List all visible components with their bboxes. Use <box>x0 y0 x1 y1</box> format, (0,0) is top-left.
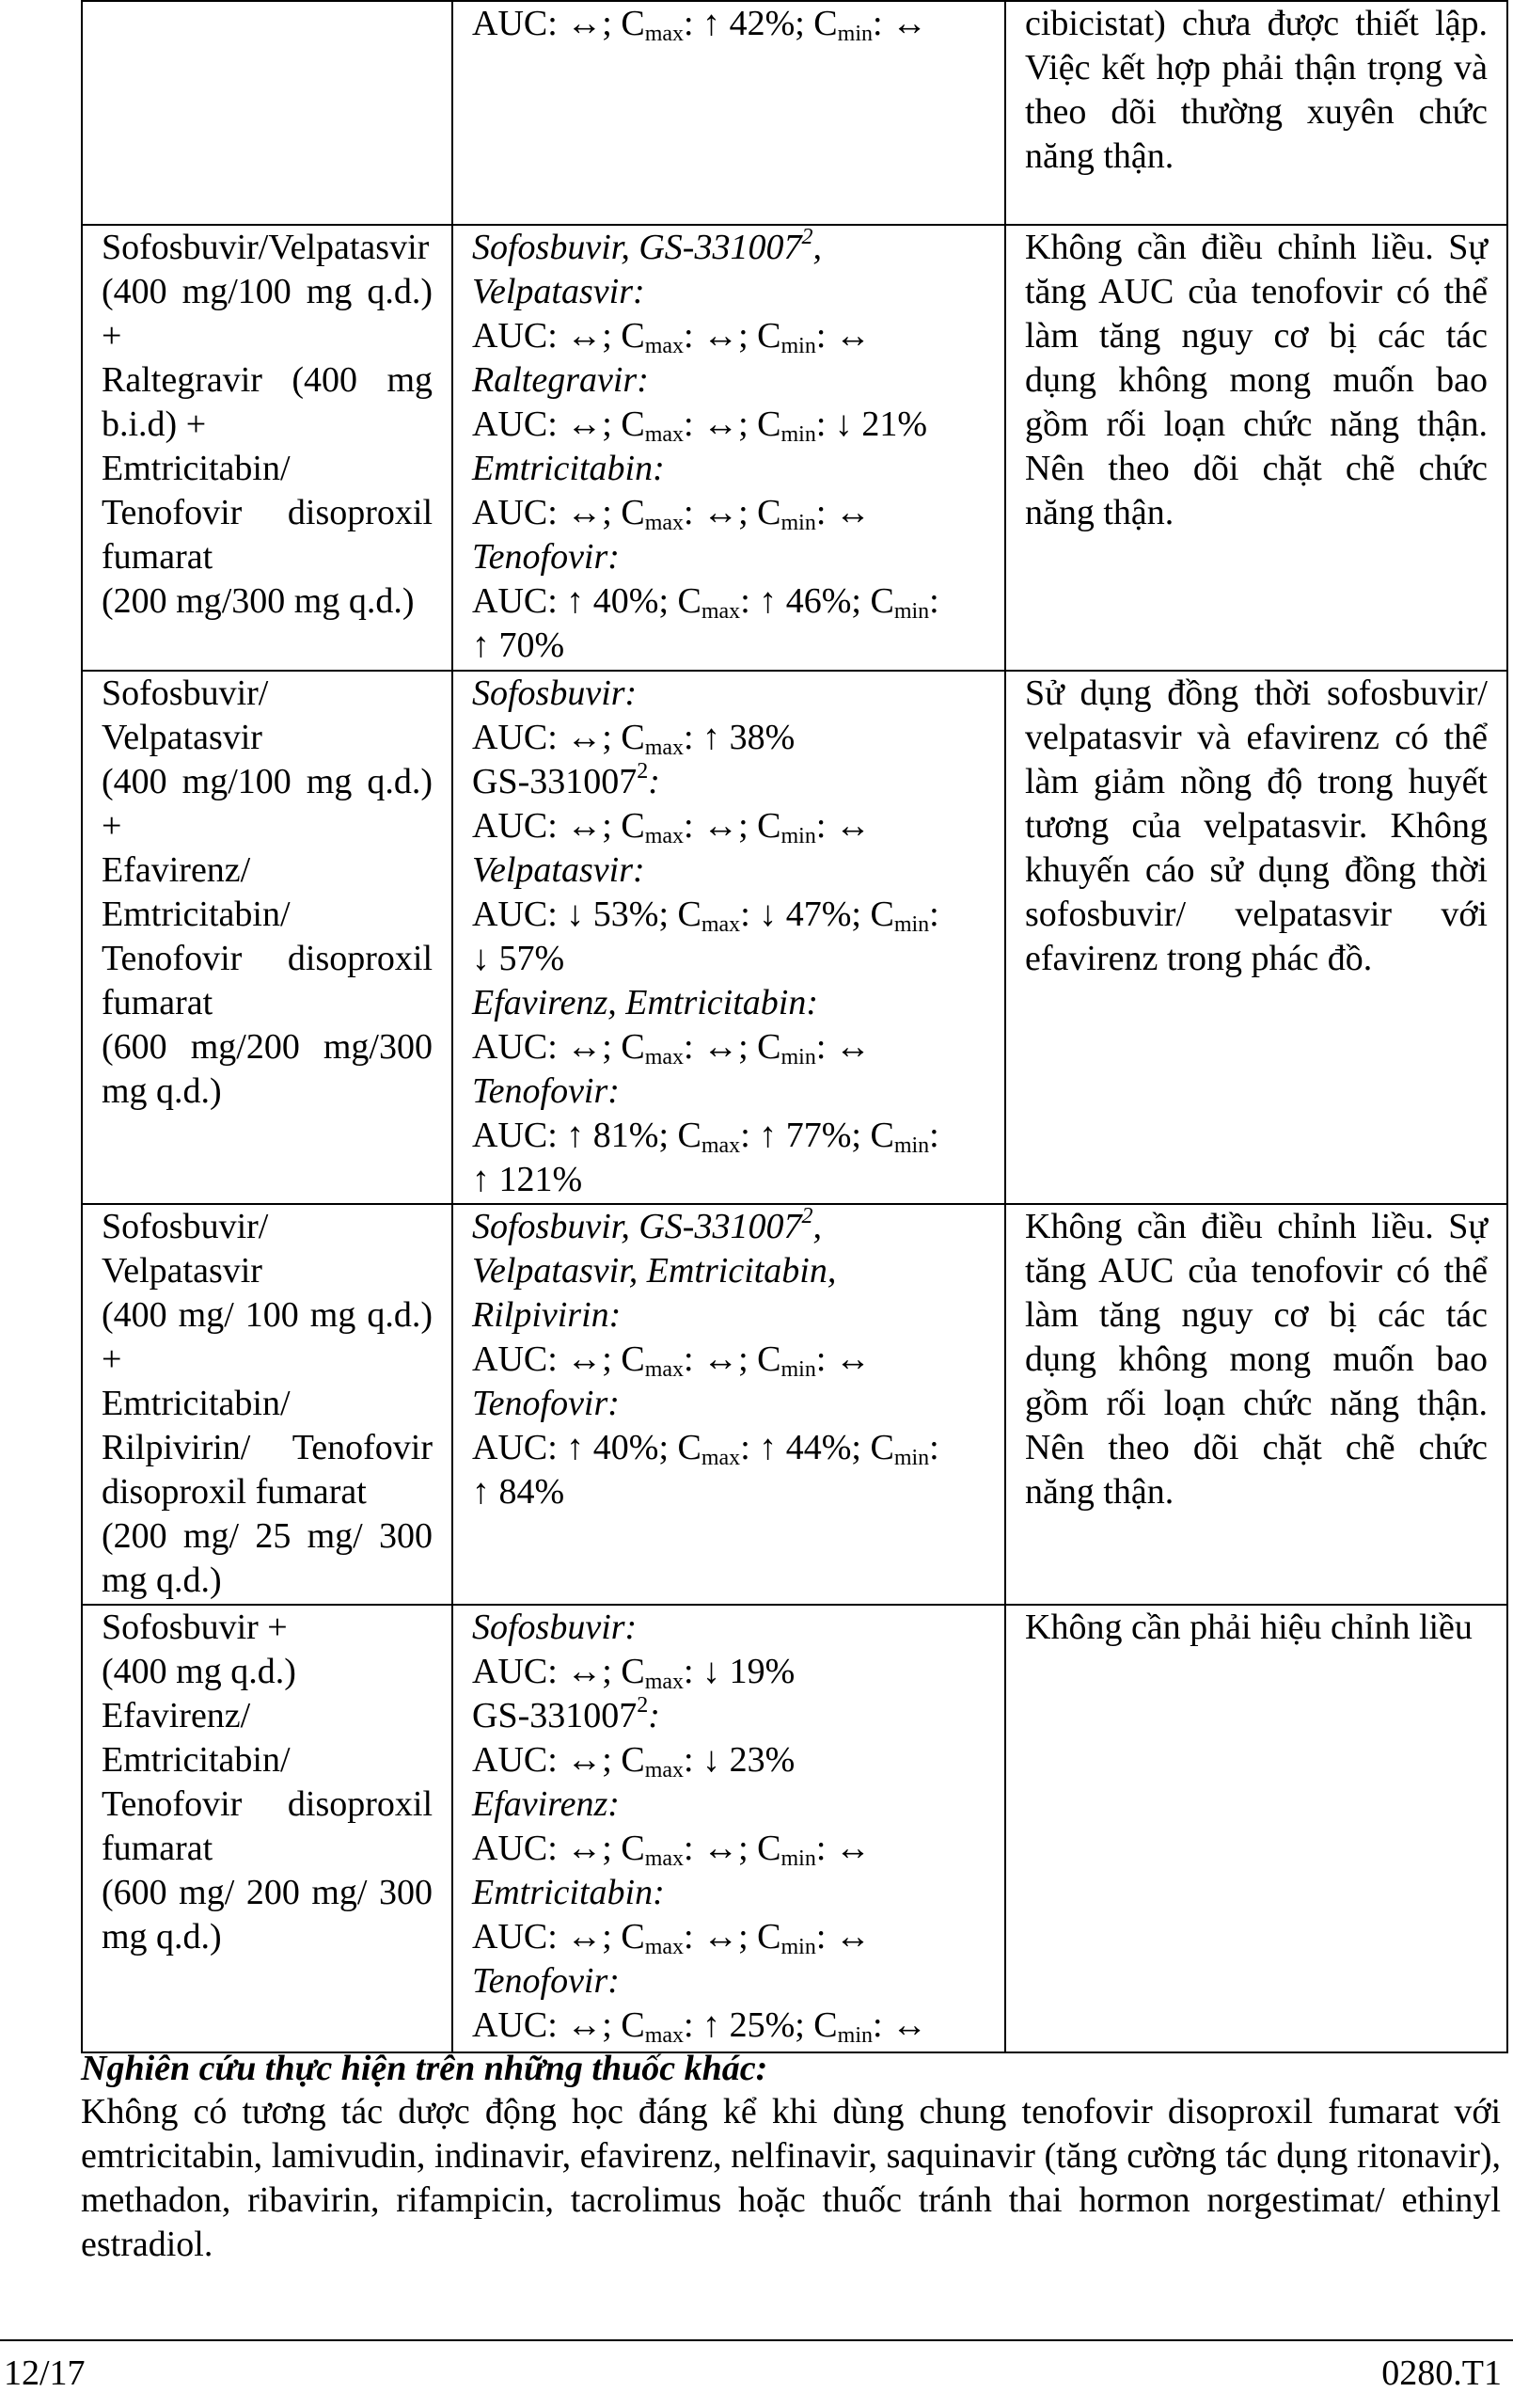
effect-text: Tenofovir: <box>472 1961 620 2001</box>
effect-text: AUC: ↔; C <box>472 2005 645 2045</box>
effect-text: : ↔ <box>815 493 871 532</box>
effect-line <box>472 1694 985 1738</box>
drug-line: (400 mg q.d.) <box>102 1652 296 1691</box>
effect-text: : ↔ <box>815 1027 871 1067</box>
effect-text: AUC: ↔; C <box>472 1740 645 1780</box>
effect-text: AUC: ↓ 53%; C <box>472 895 701 934</box>
effect-line <box>472 1470 985 1514</box>
effect-text: Velpatasvir: <box>472 272 645 311</box>
effect-text: Sofosbuvir, GS-331007 <box>472 1207 802 1246</box>
effect-text: : ↑ 46%; C <box>740 581 894 621</box>
effect-text: : ↔ <box>815 1829 871 1868</box>
other-studies-heading: Nghiên cứu thực hiện trên những thuốc khác: <box>81 2049 768 2088</box>
recommendation-cell: Không cần điều chỉnh liều. Sự tăng AUC của tenofovir có thể làm tăng nguy cơ bị các tác dụng không mong muốn bao gồm rối loạn chức năng thận. Nên theo dõi chặt chẽ chức năng thận. <box>1005 225 1507 671</box>
effect-line <box>472 1871 985 1915</box>
subscript: max <box>644 736 685 760</box>
subscript: min <box>780 1935 816 1959</box>
drug-line: (400 mg/ 100 mg q.d.) + <box>102 1295 433 1379</box>
effect-line <box>472 1025 985 1069</box>
effect-text: Velpatasvir: <box>472 850 645 890</box>
effect-line <box>472 1827 985 1871</box>
effect-text: AUC: ↔; C <box>472 316 645 356</box>
effect-text: : ↔; C <box>684 1027 781 1067</box>
subscript: max <box>701 1446 741 1470</box>
drug-line: (600 mg/ 200 mg/ 300 mg q.d.) <box>102 1873 433 1956</box>
effect-text: : ↓ 21% <box>815 404 928 444</box>
drug-line: Efavirenz/ Emtricitabin/ Tenofovir disoproxil fumarat <box>102 1696 433 1868</box>
effect-text: : ↑ 42%; C <box>684 4 838 43</box>
effect-text: : ↔ <box>815 316 871 356</box>
effect-text: AUC: ↔; C <box>472 1027 645 1067</box>
effect-line <box>472 1069 985 1114</box>
effect-line <box>472 848 985 893</box>
effect-cell <box>452 1 1005 225</box>
drug-line: (200 mg/ 25 mg/ 300 mg q.d.) <box>102 1516 433 1600</box>
subscript: max <box>701 1133 741 1158</box>
effect-text: Rilpivirin: <box>472 1295 622 1335</box>
effect-text: GS-331007 <box>472 1696 638 1735</box>
subscript: min <box>780 511 816 535</box>
effect-text: : ↔ <box>873 2005 928 2045</box>
effect-text: Emtricitabin: <box>472 449 665 488</box>
effect-text: Efavirenz: <box>472 1784 620 1824</box>
effect-line <box>472 1650 985 1694</box>
subscript: max <box>644 1846 685 1871</box>
effect-text: : ↓ 23% <box>684 1740 796 1780</box>
effect-line <box>472 226 985 270</box>
subscript: min <box>780 1045 816 1069</box>
effect-text: ↓ 57% <box>472 939 565 978</box>
subscript: max <box>644 1758 685 1782</box>
effect-line <box>472 314 985 358</box>
subscript: min <box>893 599 930 624</box>
subscript: max <box>644 1045 685 1069</box>
subscript: min <box>893 912 930 937</box>
subscript: max <box>644 1935 685 1959</box>
drug-line: (600 mg/200 mg/300 mg q.d.) <box>102 1027 433 1111</box>
effect-text: Efavirenz, Emtricitabin: <box>472 983 818 1022</box>
subscript: max <box>644 1670 685 1694</box>
effect-text: : ↔; C <box>684 1917 781 1956</box>
effect-cell <box>452 1204 1005 1605</box>
effect-text: : ↔ <box>815 806 871 846</box>
effect-text: , <box>812 1207 822 1246</box>
effect-text: Tenofovir: <box>472 1384 620 1423</box>
effect-text: AUC: ↔; C <box>472 1829 645 1868</box>
subscript: max <box>644 22 685 46</box>
effect-text: : ↑ 38% <box>684 718 796 757</box>
drug-line: (400 mg/100 mg q.d.) + <box>102 272 433 356</box>
effect-cell <box>452 671 1005 1204</box>
effect-text: , <box>812 228 822 267</box>
effect-line <box>472 1249 985 1293</box>
effect-line <box>472 624 985 668</box>
effect-text: AUC: ↔; C <box>472 404 645 444</box>
effect-line <box>472 358 985 403</box>
effect-text: : ↔; C <box>684 404 781 444</box>
effect-cell <box>452 225 1005 671</box>
effect-line <box>472 2004 985 2048</box>
effect-text: : <box>929 1428 939 1467</box>
effect-line <box>472 893 985 937</box>
drug-line: Sofosbuvir + <box>102 1608 288 1647</box>
effect-line <box>472 403 985 447</box>
recommendation-cell: Sử dụng đồng thời sofosbuvir/ velpatasvir và efavirenz có thể làm giảm nồng độ trong huyết tương của velpatasvir. Không khuyến cáo sử dụng đồng thời sofosbuvir/ velpatasvir với efavirenz trong phác đồ. <box>1005 671 1507 1204</box>
effect-text: Sofosbuvir: <box>472 1608 638 1647</box>
effect-line <box>472 804 985 848</box>
effect-line <box>472 1293 985 1338</box>
drug-cell <box>82 1 452 225</box>
subscript: min <box>837 22 873 46</box>
effect-text: : ↓ 19% <box>684 1652 796 1691</box>
subscript: min <box>780 1357 816 1382</box>
subscript: max <box>644 2023 685 2048</box>
effect-line <box>472 760 985 804</box>
effect-line <box>472 447 985 491</box>
superscript: 2 <box>801 225 813 249</box>
subscript: max <box>701 599 741 624</box>
drug-cell <box>82 1605 452 2052</box>
effect-text: AUC: ↔; C <box>472 1339 645 1379</box>
recommendation-cell: Không cần phải hiệu chỉnh liều <box>1005 1605 1507 2052</box>
effect-line <box>472 1205 985 1249</box>
document-code: 0280.T1 <box>1381 2353 1502 2393</box>
effect-text: AUC: ↑ 40%; C <box>472 1428 701 1467</box>
effect-text: : ↔; C <box>684 1339 781 1379</box>
effect-text: : ↔; C <box>684 493 781 532</box>
recommendation-cell: cibicistat) chưa được thiết lập. Việc kết hợp phải thận trọng và theo dõi thường xuyên chức năng thận. <box>1005 1 1507 225</box>
effect-line <box>472 1606 985 1650</box>
effect-line <box>472 535 985 579</box>
effect-line <box>472 579 985 624</box>
effect-text: AUC: ↔; C <box>472 806 645 846</box>
other-studies-body: Không có tương tác dược động học đáng kể khi dùng chung tenofovir disoproxil fumarat với emtricitabin, lamivudin, indinavir, efavirenz, nelfinavir, saquinavir (tăng cường tác dụng ritonavir), methadon, ribavirin, rifampicin, tacrolimus hoặc thuốc tránh thai hormon norgestimat/ ethinyl estradiol. <box>81 2092 1501 2264</box>
effect-text: AUC: ↑ 81%; C <box>472 1116 701 1155</box>
effect-text: Raltegravir: <box>472 360 649 400</box>
effect-text: : <box>929 895 939 934</box>
effect-text: AUC: ↔; C <box>472 493 645 532</box>
effect-text: : <box>929 581 939 621</box>
superscript: 2 <box>637 759 649 784</box>
effect-text: AUC: ↔; C <box>472 718 645 757</box>
effect-text: : ↔; C <box>684 806 781 846</box>
drug-line: Emtricitabin/ Rilpivirin/ Tenofovir disoproxil fumarat <box>102 1384 433 1512</box>
footer-divider <box>0 2339 1513 2341</box>
subscript: min <box>837 2023 873 2048</box>
effect-text: : ↔ <box>873 4 928 43</box>
interaction-row <box>82 225 1507 671</box>
effect-text: Tenofovir: <box>472 1071 620 1111</box>
subscript: min <box>780 422 816 447</box>
drug-line: Emtricitabin/ Tenofovir disoproxil fumarat <box>102 449 433 577</box>
effect-text: : ↑ 77%; C <box>740 1116 894 1155</box>
page-number: 12/17 <box>4 2353 86 2393</box>
effect-text: AUC: ↔; C <box>472 1652 645 1691</box>
drug-line: (400 mg/100 mg q.d.) + <box>102 762 433 846</box>
effect-text: Sofosbuvir, GS-331007 <box>472 228 802 267</box>
effect-line <box>472 1382 985 1426</box>
effect-line <box>472 937 985 981</box>
effect-text: Emtricitabin: <box>472 1873 665 1912</box>
drug-line: Sofosbuvir/Velpatasvir <box>102 228 430 267</box>
effect-text: ↑ 70% <box>472 626 565 665</box>
superscript: 2 <box>801 1204 813 1228</box>
recommendation-cell: Không cần điều chỉnh liều. Sự tăng AUC của tenofovir có thể làm tăng nguy cơ bị các tác dụng không mong muốn bao gồm rối loạn chức năng thận. Nên theo dõi chặt chẽ chức năng thận. <box>1005 1204 1507 1605</box>
drug-line: Sofosbuvir/ Velpatasvir <box>102 673 269 757</box>
effect-line <box>472 1959 985 2004</box>
effect-text: : ↔; C <box>684 1829 781 1868</box>
interaction-row <box>82 1204 1507 1605</box>
effect-text: ↑ 84% <box>472 1472 565 1512</box>
effect-cell <box>452 1605 1005 2052</box>
subscript: min <box>780 334 816 358</box>
interaction-row <box>82 1605 1507 2052</box>
subscript: max <box>644 1357 685 1382</box>
subscript: max <box>644 511 685 535</box>
effect-text: : <box>648 1696 660 1735</box>
subscript: min <box>893 1133 930 1158</box>
drug-line: Sofosbuvir/ Velpatasvir <box>102 1207 269 1291</box>
effect-text: AUC: ↔; C <box>472 4 645 43</box>
effect-line <box>472 2 985 46</box>
subscript: min <box>780 824 816 848</box>
interaction-row <box>82 671 1507 1204</box>
effect-text: AUC: ↑ 40%; C <box>472 581 701 621</box>
effect-line <box>472 1426 985 1470</box>
effect-line <box>472 1158 985 1202</box>
effect-text: : ↑ 25%; C <box>684 2005 838 2045</box>
effect-text: : <box>648 762 660 801</box>
drug-line: Raltegravir (400 mg b.i.d) + <box>102 360 433 444</box>
effect-text: : ↔ <box>815 1917 871 1956</box>
effect-line <box>472 981 985 1025</box>
drug-cell <box>82 671 452 1204</box>
effect-line <box>472 716 985 760</box>
effect-text: : ↔ <box>815 1339 871 1379</box>
drug-line: (200 mg/300 mg q.d.) <box>102 581 415 621</box>
effect-line <box>472 491 985 535</box>
effect-text: GS-331007 <box>472 762 638 801</box>
subscript: max <box>644 824 685 848</box>
effect-text: Sofosbuvir: <box>472 673 638 713</box>
effect-line <box>472 1915 985 1959</box>
effect-text: : ↓ 47%; C <box>740 895 894 934</box>
interaction-table <box>81 0 1508 2053</box>
interaction-row <box>82 1 1507 225</box>
effect-line <box>472 672 985 716</box>
effect-line <box>472 1738 985 1782</box>
subscript: min <box>893 1446 930 1470</box>
subscript: min <box>780 1846 816 1871</box>
effect-text: : <box>929 1116 939 1155</box>
effect-line <box>472 1782 985 1827</box>
drug-line: Efavirenz/ Emtricitabin/ Tenofovir disoproxil fumarat <box>102 850 433 1022</box>
effect-text: ↑ 121% <box>472 1160 583 1199</box>
effect-line <box>472 1114 985 1158</box>
drug-cell <box>82 1204 452 1605</box>
effect-line <box>472 1338 985 1382</box>
effect-text: Tenofovir: <box>472 537 620 577</box>
effect-text: Velpatasvir, Emtricitabin, <box>472 1251 837 1291</box>
effect-text: : ↔; C <box>684 316 781 356</box>
superscript: 2 <box>637 1693 649 1718</box>
subscript: max <box>701 912 741 937</box>
effect-text: AUC: ↔; C <box>472 1917 645 1956</box>
subscript: max <box>644 334 685 358</box>
effect-line <box>472 270 985 314</box>
drug-cell <box>82 225 452 671</box>
effect-text: : ↑ 44%; C <box>740 1428 894 1467</box>
subscript: max <box>644 422 685 447</box>
